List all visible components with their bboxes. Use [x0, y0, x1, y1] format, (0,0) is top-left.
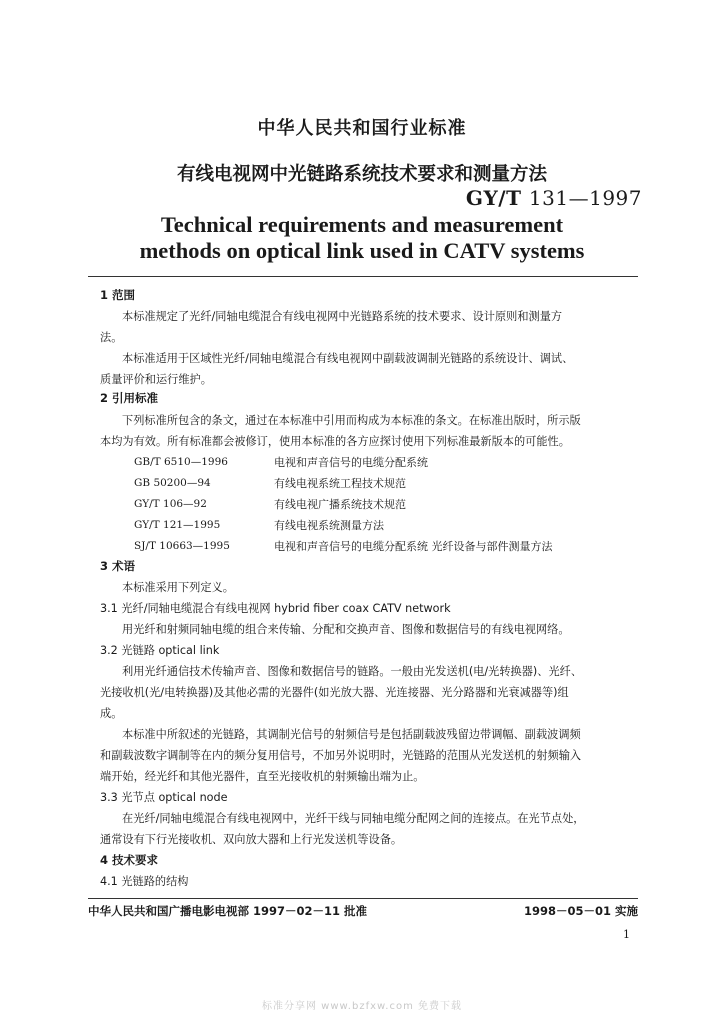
standard-code-prefix: GY/T [465, 186, 522, 210]
effective-date: 1998－05－01 实施 [523, 904, 638, 918]
paragraph: 用光纤和射频同轴电缆的组合来传输、分配和交换声音、图像和数据信号的有线电视网络。 [122, 623, 570, 636]
section-1-heading: 1 范围 [100, 288, 136, 302]
paragraph: 下列标准所包含的条文，通过在本标准中引用而构成为本标准的条文。在标准出版时，所示版 [122, 414, 581, 427]
paragraph: 质量评价和运行维护。 [100, 373, 212, 386]
reference-item [134, 473, 406, 494]
subsection-3-3-heading: 3.3 光节点 optical node [100, 791, 228, 804]
standard-code [466, 186, 642, 210]
subsection-3-1-heading: 3.1 光纤/同轴电缆混合有线电视网 hybrid fiber coax CATV network [100, 602, 451, 615]
paragraph: 成。 [100, 707, 123, 720]
paragraph: 本标准中所叙述的光链路，其调制光信号的射频信号是包括副载波残留边带调幅、副载波调频 [122, 728, 581, 741]
paragraph: 法。 [100, 331, 123, 344]
reference-code: SJ/T 10663—1995 [134, 540, 230, 552]
reference-title: 有线电视广播系统技术规范 [274, 498, 406, 511]
section-2-heading: 2 引用标准 [100, 391, 159, 405]
header-divider [88, 276, 638, 277]
reference-title: 有线电视系统测量方法 [274, 519, 384, 532]
paragraph: 端开始，经光纤和其他光器件，直至光接收机的射频输出端为止。 [100, 770, 425, 783]
issuing-organization: 中华人民共和国行业标准 [257, 118, 467, 139]
reference-title: 有线电视系统工程技术规范 [274, 477, 406, 490]
reference-title: 电视和声音信号的电缆分配系统 [274, 456, 428, 469]
paragraph: 通常设有下行光接收机、双向放大器和上行光发送机等设备。 [100, 833, 403, 846]
footer-divider [88, 898, 638, 899]
reference-item [134, 452, 428, 473]
standard-title-en-line2: methods on optical link used in CATV systems [139, 238, 585, 263]
page-number: 1 [623, 928, 630, 941]
standard-title-cn: 有线电视网中光链路系统技术要求和测量方法 [176, 164, 547, 185]
subsection-3-2-heading: 3.2 光链路 optical link [100, 644, 220, 657]
section-4-heading: 4 技术要求 [100, 853, 159, 867]
standard-code-number: 131—1997 [528, 186, 642, 210]
reference-item [134, 536, 553, 557]
paragraph: 在光纤/同轴电缆混合有线电视网中，光纤干线与同轴电缆分配网之间的连接点。在光节点处， [122, 812, 585, 825]
paragraph: 本均为有效。所有标准都会被修订，使用本标准的各方应探讨使用下列标准最新版本的可能性。 [100, 435, 570, 448]
reference-code: GY/T 121—1995 [134, 519, 221, 531]
reference-title: 电视和声音信号的电缆分配系统 光纤设备与部件测量方法 [274, 540, 553, 553]
reference-item [134, 494, 406, 515]
approval-line: 中华人民共和国广播电影电视部 1997－02－11 批准 [88, 904, 368, 918]
watermark: 标准分享网 www.bzfxw.com 免费下载 [262, 1001, 462, 1012]
reference-code: GY/T 106—92 [134, 498, 207, 510]
paragraph: 本标准规定了光纤/同轴电缆混合有线电视网中光链路系统的技术要求、设计原则和测量方 [122, 310, 563, 323]
reference-item [134, 515, 384, 536]
paragraph: 光接收机(光/电转换器)及其他必需的光器件(如光放大器、光连接器、光分路器和光衰减器等)组 [100, 686, 569, 699]
standard-title-en-line1: Technical requirements and measurement [160, 212, 564, 237]
paragraph: 利用光纤通信技术传输声音、图像和数据信号的链路。一般由光发送机(电/光转换器)、光纤、 [122, 665, 583, 678]
paragraph: 和副载波数字调制等在内的频分复用信号，不加另外说明时，光链路的范围从光发送机的射频输入 [100, 749, 582, 762]
reference-code: GB/T 6510—1996 [134, 456, 228, 468]
subsection-4-1-heading: 4.1 光链路的结构 [100, 875, 189, 888]
paragraph: 本标准采用下列定义。 [122, 581, 234, 594]
paragraph: 本标准适用于区域性光纤/同轴电缆混合有线电视网中副载波调制光链路的系统设计、调试、 [122, 352, 574, 365]
reference-code: GB 50200—94 [134, 477, 211, 489]
section-3-heading: 3 术语 [100, 559, 136, 573]
